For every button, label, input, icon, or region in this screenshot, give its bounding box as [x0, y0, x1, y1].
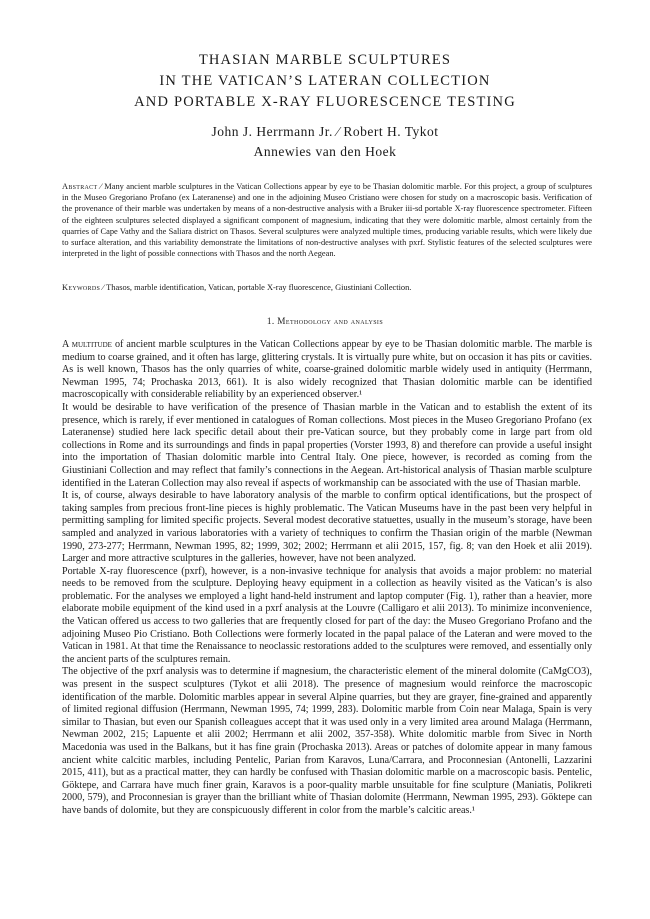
- paragraph-text: It would be desirable to have verification of the presence of Thasian marble in the Vatican and to establish the extent of its presence, which is rarely, if ever mentioned in catalogues of Roman collections. Most pieces in the Museo Gregoriano Profano (ex Lateranense) studied here lack specific detail about their pre-Vatican source, but they probably come in large part from old collections in Rome and its surroundings and finds in papal properties (Vorster 1993, 8) and therefore can provide a useful insight into the importation of Thasian dolomitic marble into Central Italy. One piece, however, is recorded as coming from the Giustiniani Collection and may reflect that family’s connections in the Aegean. Art-historical analysis of Thasian marble sculpture identified in the Lateran Collection may also reveal if aspects of workmanship can be associated with the use of Thasian marble.: [62, 401, 592, 489]
- keywords-text: Thasos, marble identification, Vatican, portable X-ray fluorescence, Giustiniani Collection.: [106, 283, 412, 292]
- abstract-text: Many ancient marble sculptures in the Vatican Collections appear by eye to be Thasian dolomitic marble. For this project, a group of sculptures in the Museo Gregoriano Profano (ex Lateranense) and one in the adjoining Museo Cristiano were chosen for study on a macroscopic basis. Verification of the provenance of their marble was undertaken by means of a non-destructive analysis with a Bruker iii-sd portable X-ray fluorescence spectrometer. Fifteen of the eighteen sculptures selected displayed a significant component of magnesium, indicating that they were dolomitic marble, almost certainly from the quarries of Cape Vathy and the Saliara district on Thasos. Several sculptures were analyzed multiple times, producing variable results, which were likely due to surface alteration, and this variability demonstrate the limitations of non-destructive analyses with pxrf. Stylistic features of the selected sculptures were interpreted in the light of possible connections with Thasos and the north Aegean.: [62, 182, 593, 259]
- paragraph-text: It is, of course, always desirable to have laboratory analysis of the marble to confirm optical identifications, but the prospect of taking samples from precious front-line pieces is highly problematic. The Vatican Museums have in the past been very helpful in permitting sampling for limited specific projects. Several modest decorative statuettes, usually in the museum’s storage, have been sampled and analyzed in various laboratories with a variety of techniques to confirm the Thasian origin of the marble (Newman 1990, 273-277; Herrmann, Newman 1995, 82; 1999, 302; 2002; Herrmann et alii 2015, 157, fig. 8; van den Hoek et alii 2019). Larger and more attractive sculptures in the galleries, however, have not been analyzed.: [62, 490, 592, 565]
- authors-line-1: John J. Herrmann Jr. ⁄ Robert H. Tykot: [211, 124, 439, 139]
- keywords: [62, 282, 592, 293]
- paragraph-5: [62, 666, 592, 817]
- title-line-2: IN THE VATICAN’S LATERAN COLLECTION: [159, 73, 491, 89]
- paragraph-3: [62, 490, 592, 566]
- abstract-label: Abstract ⁄: [62, 182, 102, 191]
- title-line-1: THASIAN MARBLE SCULPTURES: [198, 52, 452, 68]
- abstract: [62, 181, 592, 259]
- authors-line-2: Annewies van den Hoek: [253, 144, 397, 159]
- paragraph-4: [62, 566, 592, 667]
- title-line-3: AND PORTABLE X-RAY FLUORESCENCE TESTING: [134, 94, 516, 110]
- paragraph-lead: A multitude: [62, 339, 112, 350]
- paragraph-2: [62, 402, 592, 490]
- section-heading: 1. Methodology and analysis: [266, 316, 384, 326]
- paragraph-1: [62, 339, 592, 402]
- paragraph-text: Portable X-ray fluorescence (pxrf), however, is a non-invasive technique for analysis that avoids a major problem: no material needs to be removed from the sculpture. Deploying heavy equipment in a collection as heavily visited as the Vatican’s is also problematic. For the analyses we employed a light hand-held instrument and laptop computer (Fig. 1), rather than a heavier, more elaborate mobile equipment of the kind used in a pxrf analysis at the Louvre (Calligaro et alii 2013). To minimize inconvenience, the Vatican offered us access to two galleries that are frequently closed for part of the day: the Museo Gregoriano Profano and the adjoining Museo Pio Cristiano. Both Collections were formerly located in the papal palace of the Lateran and were moved to the Vatican in 1981. At that time the Renaissance to neoclassic restorations added to the sculptures were removed, and essentially only the ancient parts of the sculptures remain.: [62, 565, 592, 665]
- paragraph-text: of ancient marble sculptures in the Vatican Collections appear by eye to be Thasian dolomitic marble. The marble is medium to coarse grained, and it often has large, glittering crystals. It is virtually pure white, but on occasion it has pits or cavities. As is well known, Thasos has the only quarries of white, coarse-grained dolomitic marble widely used in antiquity (Herrmann, Newman 1995, 74; Prochaska 2013, 661). It is also widely recognized that Thasian dolomitic marble can be identified macroscopically with considerable reliability by an experienced observer.¹: [62, 339, 593, 401]
- body-text: [62, 339, 592, 818]
- paragraph-text: The objective of the pxrf analysis was to determine if magnesium, the characteristic element of the mineral dolomite (CaMgCO3), was present in the suspect sculptures (Tykot et alii 2018). The presence of magnesium would reinforce the macroscopic identification of the marble. Dolomitic marbles appear in several Alpine quarries, but they are grayer, fine-grained and apparently of limited regional diffusion (Herrmann, Newman 1995, 74; 1999, 283). Dolomitic marble from Coin near Malaga, Spain is very similar to Thasian, but even our Spanish colleagues accept that it was used only in a very limited area around Malaga (Herrmann, Newman 2002, 215; Lapuente et alii 2002; Herrmann et alii 2002, 357-358). White dolomitic marble from Sivec in North Macedonia was used in the Balkans, but it has fine grain (Prochaska 2013). Areas or patches of dolomite appear in many famous ancient white calcitic marbles, including Pentelic, Parian from Karavos, Luna/Carrara, and Proconnesian (Antonelli, Lazzarini 2015, 411), but as a practical matter, they can hardly be confused with Thasian dolomitic marble on a macroscopic basis. Pentelic, Göktepe, and Carrara have much finer grain, Karavos is a poor-quality marble unsuitable for fine sculpture (Maniatis, Polikreti 2000, 579), and Proconnesian is grayer than the brilliant white of Thasian dolomite (Herrmann, Newman 1995, 293). Göktepe can have bands of dolomite, but they are conspicuously different in color from the marble’s calcitic areas.¹: [62, 666, 592, 816]
- article-title: [40, 50, 610, 113]
- keywords-label: Keywords ⁄: [62, 283, 105, 292]
- author-list: [40, 122, 610, 162]
